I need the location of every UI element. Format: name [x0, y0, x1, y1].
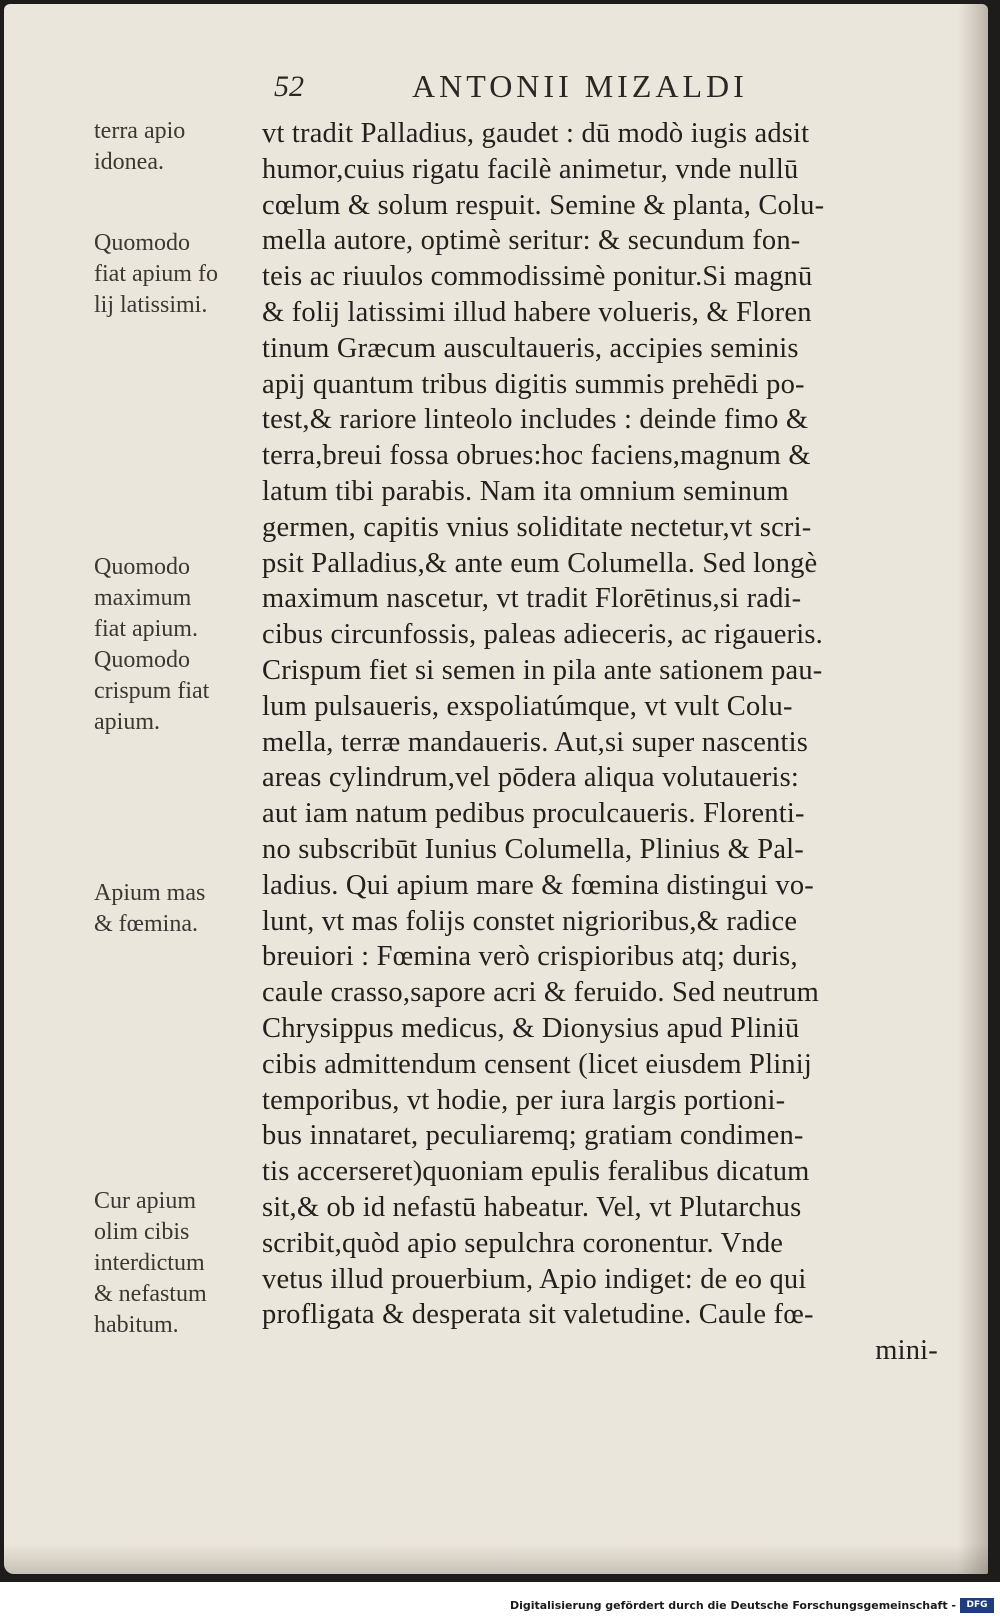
marginal-notes	[4, 4, 274, 1574]
text-line: temporibus, vt hodie, per iura largis portioni-	[262, 1084, 786, 1116]
sidenote-line: maximum	[94, 585, 192, 611]
gutter-shadow	[958, 4, 988, 1574]
text-line: tinum Græcum auscultaueris, accipies seminis	[262, 332, 799, 364]
sidenote-line: habitum.	[94, 1312, 179, 1338]
digitization-credit: Digitalisierung gefördert durch die Deutsche Forschungsgemeinschaft -	[509, 1599, 956, 1612]
text-line: Chrysippus medicus, & Dionysius apud Pliniū	[262, 1012, 800, 1044]
text-line: sit,& ob id nefastū habeatur. Vel, vt Plutarchus	[262, 1191, 802, 1223]
text-line: bus innataret, peculiaremq; gratiam condimen-	[262, 1120, 804, 1152]
text-line: no subscribūt Iunius Columella, Plinius & Pal-	[262, 833, 804, 865]
running-title: ANTONII MIZALDI	[412, 68, 748, 104]
sidenote-line: & fœmina.	[94, 911, 198, 937]
sidenote-line: apium.	[94, 709, 160, 735]
sidenote-soil	[94, 116, 185, 178]
sidenote-forbidden	[94, 1186, 207, 1341]
text-line: areas cylindrum,vel pōdera aliqua volutaueris:	[262, 762, 800, 794]
text-line: humor,cuius rigatu facilè animetur, vnde nullū	[262, 153, 799, 185]
text-line: apij quantum tribus digitis summis prehēdi po-	[262, 368, 805, 400]
sidenote-largest-crisp	[94, 552, 209, 738]
book-page	[4, 4, 988, 1574]
text-line: cibis admittendum censent (licet eiusdem Plinij	[262, 1048, 812, 1080]
bottom-edge-shadow	[4, 1544, 988, 1574]
text-line: mella autore, optimè seritur: & secundum fon-	[262, 225, 801, 257]
sidenote-line: olim cibis	[94, 1219, 190, 1245]
text-line: caule crasso,sapore acri & feruido. Sed neutrum	[262, 977, 820, 1009]
text-line: breuiori : Fœmina verò crispioribus atq; duris,	[262, 941, 798, 973]
text-line: cibus circunfossis, paleas adieceris, ac rigaueris.	[262, 619, 823, 651]
sidenote-line: Quomodo	[94, 554, 190, 580]
text-line: psit Palladius,& ante eum Columella. Sed longè	[262, 547, 818, 579]
text-line: vetus illud prouerbium, Apio indiget: de eo qui	[262, 1263, 807, 1295]
text-line: test,& rariore linteolo includes : deinde fimo &	[262, 404, 809, 436]
sidenote-line: crispum fiat	[94, 678, 210, 704]
sidenote-male-female	[94, 878, 205, 940]
text-line: lum pulsaueris, exspoliatúmque, vt vult Colu-	[262, 690, 793, 722]
catchword: mini-	[875, 1335, 938, 1367]
sidenote-line: idonea.	[94, 149, 164, 175]
main-text-block	[262, 116, 952, 1369]
sidenote-line: fiat apium.	[94, 616, 198, 642]
text-line: lunt, vt mas folijs constet nigrioribus,& radice	[262, 905, 798, 937]
sidenote-line: Quomodo	[94, 647, 190, 673]
page-number: 52	[274, 70, 304, 103]
text-line: cœlum & solum respuit. Semine & planta, Colu-	[262, 189, 825, 221]
sidenote-line: Apium mas	[94, 880, 206, 906]
running-head	[274, 64, 874, 104]
sidenote-line: Quomodo	[94, 230, 190, 256]
text-line: Crispum fiet si semen in pila ante sationem pau-	[262, 654, 823, 686]
text-line: terra,breui fossa obrues:hoc faciens,magnum &	[262, 440, 811, 472]
text-line: mella, terræ mandaueris. Aut,si super nascentis	[262, 726, 809, 758]
sidenote-line: Cur apium	[94, 1188, 196, 1214]
text-line: aut iam natum pedibus proculcaueris. Florenti-	[262, 798, 805, 830]
text-line: teis ac riuulos commodissimè ponitur.Si magnū	[262, 261, 813, 293]
text-line: & folij latissimi illud habere volueris, & Floren	[262, 296, 812, 328]
text-line: maximum nascetur, vt tradit Florētinus,si radi-	[262, 583, 802, 615]
text-line: germen, capitis vnius soliditate nectetur,vt scri-	[262, 511, 812, 543]
sidenote-line: interdictum	[94, 1250, 205, 1276]
sidenote-broad-leaves	[94, 228, 218, 321]
sidenote-line: terra apio	[94, 118, 186, 144]
text-line: profligata & desperata sit valetudine. Caule fœ-	[262, 1299, 814, 1331]
text-line: tis accerseret)quoniam epulis feralibus dicatum	[262, 1156, 810, 1188]
text-line: vt tradit Palladius, gaudet : dū modò iugis adsit	[262, 118, 810, 149]
dfg-logo-icon[interactable]: DFG	[960, 1598, 994, 1613]
text-line: latum tibi parabis. Nam ita omnium seminum	[262, 475, 789, 507]
text-line: scribit,quòd apio sepulchra coronentur. Vnde	[262, 1227, 784, 1259]
sidenote-line: fiat apium fo	[94, 261, 218, 287]
sidenote-line: & nefastum	[94, 1281, 207, 1307]
sidenote-line: lij latissimi.	[94, 292, 208, 318]
text-line: ladius. Qui apium mare & fœmina distingui vo-	[262, 869, 815, 901]
